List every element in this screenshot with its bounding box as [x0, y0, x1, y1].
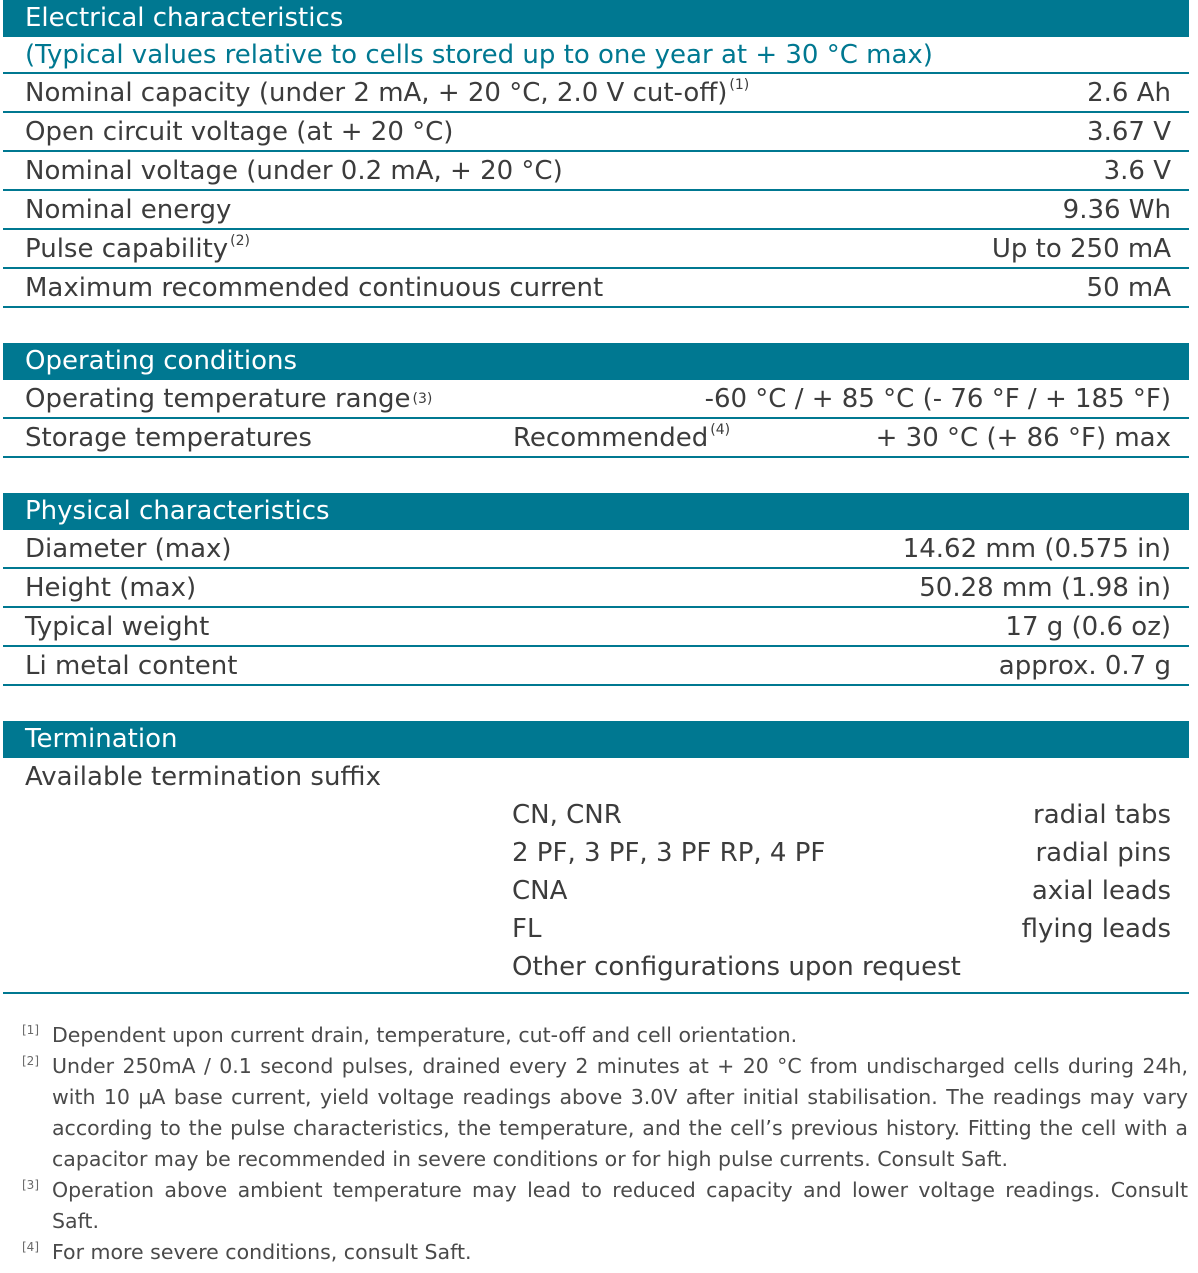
operating-header: Operating conditions — [3, 343, 1189, 380]
physical-header: Physical characteristics — [3, 493, 1189, 530]
footnote — [22, 1051, 1188, 1175]
footnote-text: Under 250mA / 0.1 second pulses, drained every 2 minutes at + 20 °C from undischarged cells during 24h, with 10 µA base current, yield voltage readings above 3.0V after initial stabilisation. The readings may vary according to the pulse characteristics, the temperature, and the cell’s previous history. Fitting the cell with a capacitor may be recommended in severe conditions or for high pulse currents. Consult Saft. — [52, 1054, 1188, 1171]
table-row — [3, 530, 1189, 569]
physical-section — [3, 493, 1189, 686]
footnote — [22, 1020, 1188, 1051]
row-value: 9.36 Wh — [1062, 194, 1171, 225]
row-label: Li metal content — [25, 650, 238, 681]
footnotes — [22, 1020, 1188, 1268]
row-value: 50.28 mm (1.98 in) — [919, 572, 1171, 603]
row-label: Maximum recommended continuous current — [25, 272, 604, 303]
footnote-number: [1] — [22, 1023, 39, 1037]
row-label: Nominal voltage (under 0.2 mA, + 20 °C) — [25, 155, 563, 186]
row-value: 50 mA — [1086, 272, 1171, 303]
footnote-number: [4] — [22, 1240, 39, 1254]
footnote-ref: (4) — [710, 422, 731, 438]
list-item — [3, 796, 1189, 834]
footnote-text: Dependent upon current drain, temperature, cut-off and cell orientation. — [52, 1023, 798, 1047]
row-value: 17 g (0.6 oz) — [1005, 611, 1171, 642]
termination-label: Available termination suffix — [25, 762, 381, 792]
row-value: 3.67 V — [1087, 116, 1171, 147]
list-item — [3, 834, 1189, 872]
footnote-ref: (1) — [729, 77, 750, 93]
footnote-number: [2] — [22, 1054, 39, 1068]
row-value: approx. 0.7 g — [998, 650, 1171, 681]
footnote-ref: (2) — [230, 233, 250, 249]
row-value: + 30 °C (+ 86 °F) max — [875, 422, 1171, 453]
electrical-section — [3, 0, 1189, 308]
row-label: Operating temperature range (3) — [25, 383, 433, 414]
table-row — [3, 647, 1189, 686]
list-item — [3, 948, 1189, 986]
termination-desc: flying leads — [1021, 914, 1171, 944]
termination-desc: radial tabs — [1033, 800, 1171, 830]
row-value: 14.62 mm (0.575 in) — [902, 533, 1171, 564]
datasheet-page — [3, 0, 1189, 994]
row-label: Nominal capacity (under 2 mA, + 20 °C, 2.0 V cut-off) $^{(1)}$ — [25, 77, 750, 108]
row-value: 3.6 V — [1103, 155, 1171, 186]
row-label: Storage temperatures — [25, 422, 312, 453]
operating-section — [3, 343, 1189, 458]
footnote-text: For more severe conditions, consult Saft. — [52, 1240, 472, 1264]
table-row — [3, 569, 1189, 608]
electrical-header: Electrical characteristics — [3, 0, 1189, 37]
row-label: Pulse capability $^{(2)}$ — [25, 233, 250, 264]
termination-body — [3, 758, 1189, 994]
row-value: -60 °C / + 85 °C (- 76 °F / + 185 °F) — [704, 383, 1171, 414]
termination-section — [3, 721, 1189, 994]
table-row — [3, 269, 1189, 308]
footnote-ref: (3) — [412, 390, 433, 407]
row-label: Nominal energy — [25, 194, 232, 225]
termination-code: CNA — [512, 876, 568, 906]
electrical-subtitle: (Typical values relative to cells stored up to one year at + 30 °C max) — [3, 37, 1189, 74]
table-row — [3, 113, 1189, 152]
termination-code: Other configurations upon request — [512, 952, 961, 982]
table-row — [3, 380, 1189, 419]
table-row — [3, 152, 1189, 191]
termination-code: FL — [512, 914, 542, 944]
table-row — [3, 74, 1189, 113]
row-sublabel: Recommended $^{(4)}$ — [513, 422, 731, 453]
termination-desc: axial leads — [1031, 876, 1171, 906]
row-value: Up to 250 mA — [991, 233, 1171, 264]
list-item — [3, 910, 1189, 948]
termination-code: CN, CNR — [512, 800, 622, 830]
row-label: Height (max) — [25, 572, 197, 603]
row-value: 2.6 Ah — [1087, 77, 1171, 108]
termination-header: Termination — [3, 721, 1189, 758]
footnote-text: Operation above ambient temperature may lead to reduced capacity and lower voltage readings. Consult Saft. — [52, 1178, 1188, 1233]
table-row — [3, 608, 1189, 647]
termination-desc — [1171, 948, 1189, 986]
table-row — [3, 191, 1189, 230]
row-label: Diameter (max) — [25, 533, 232, 564]
row-label: Typical weight — [25, 611, 210, 642]
row-label: Open circuit voltage (at + 20 °C) — [25, 116, 454, 147]
table-row — [3, 419, 1189, 458]
footnote — [22, 1237, 1188, 1268]
footnote-number: [3] — [22, 1178, 39, 1192]
footnote — [22, 1175, 1188, 1237]
table-row — [3, 230, 1189, 269]
termination-desc: radial pins — [1035, 838, 1171, 868]
list-item — [3, 872, 1189, 910]
termination-code: 2 PF, 3 PF, 3 PF RP, 4 PF — [512, 838, 826, 868]
